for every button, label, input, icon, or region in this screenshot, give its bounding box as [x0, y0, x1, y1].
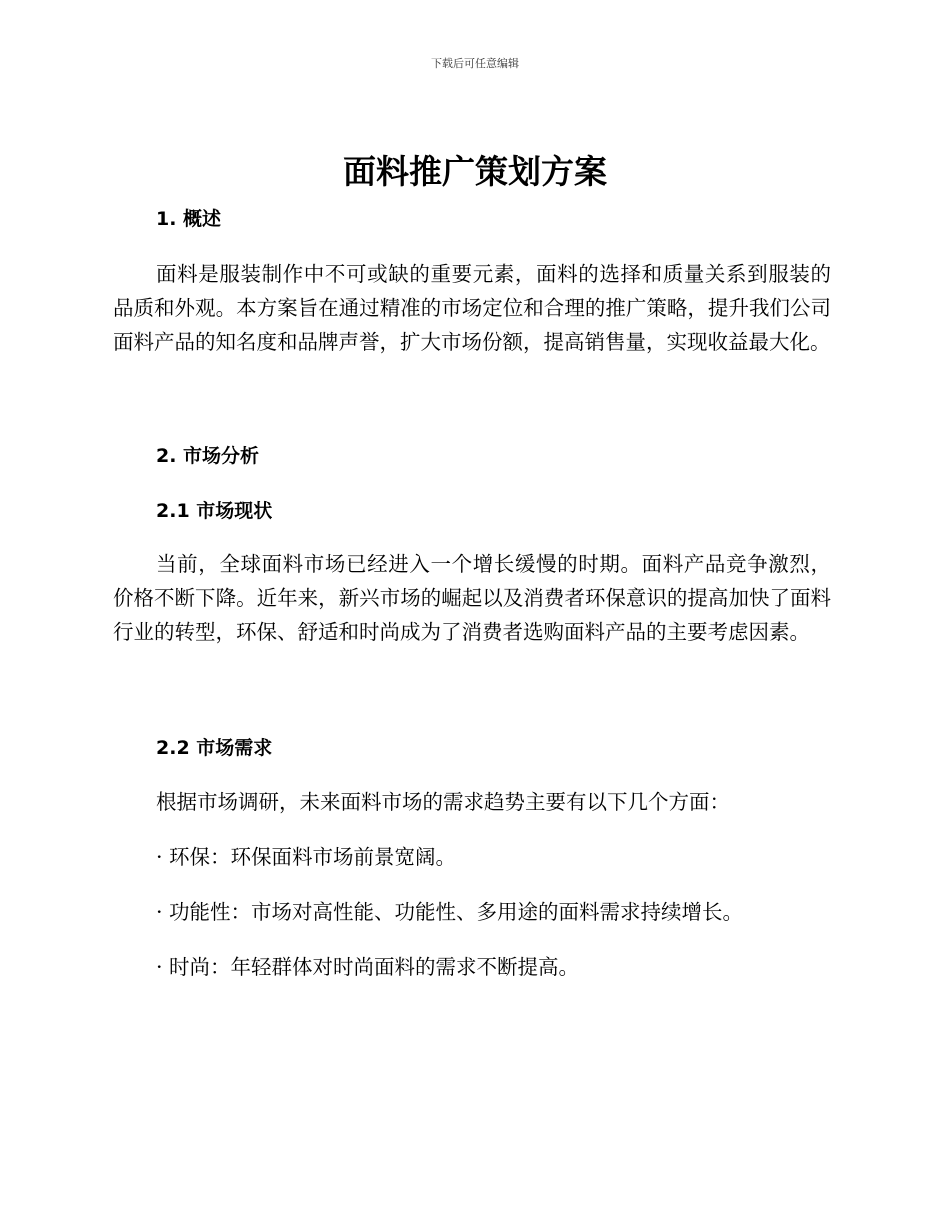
list-item: · 功能性：市场对高性能、功能性、多用途的面料需求持续增长。	[156, 900, 744, 924]
section-heading-market-analysis: 2. 市场分析	[156, 445, 260, 467]
market-status-paragraph: 当前，全球面料市场已经进入一个增长缓慢的时期。面料产品竞争激烈，价格不断下降。近年来，新兴市场的崛起以及消费者环保意识的提高加快了面料行业的转型，环保、舒适和时尚成为了消费者选购面料产品的主要考虑因素。	[113, 552, 831, 644]
list-item: · 时尚：年轻群体对时尚面料的需求不断提高。	[156, 955, 580, 979]
section-heading-market-status: 2.1 市场现状	[156, 500, 273, 522]
section-heading-market-demand: 2.2 市场需求	[156, 737, 273, 759]
header-note: 下载后可任意编辑	[431, 57, 519, 70]
document-title: 面料推广策划方案	[343, 152, 607, 191]
list-item: · 环保：环保面料市场前景宽阔。	[156, 845, 457, 869]
section-heading-overview: 1. 概述	[156, 208, 222, 230]
market-demand-intro: 根据市场调研，未来面料市场的需求趋势主要有以下几个方面：	[156, 790, 730, 814]
overview-paragraph: 面料是服装制作中不可或缺的重要元素，面料的选择和质量关系到服装的品质和外观。本方案旨在通过精准的市场定位和合理的推广策略，提升我们公司面料产品的知名度和品牌声誉，扩大市场份额，提高销售量，实现收益最大化。	[113, 262, 831, 354]
